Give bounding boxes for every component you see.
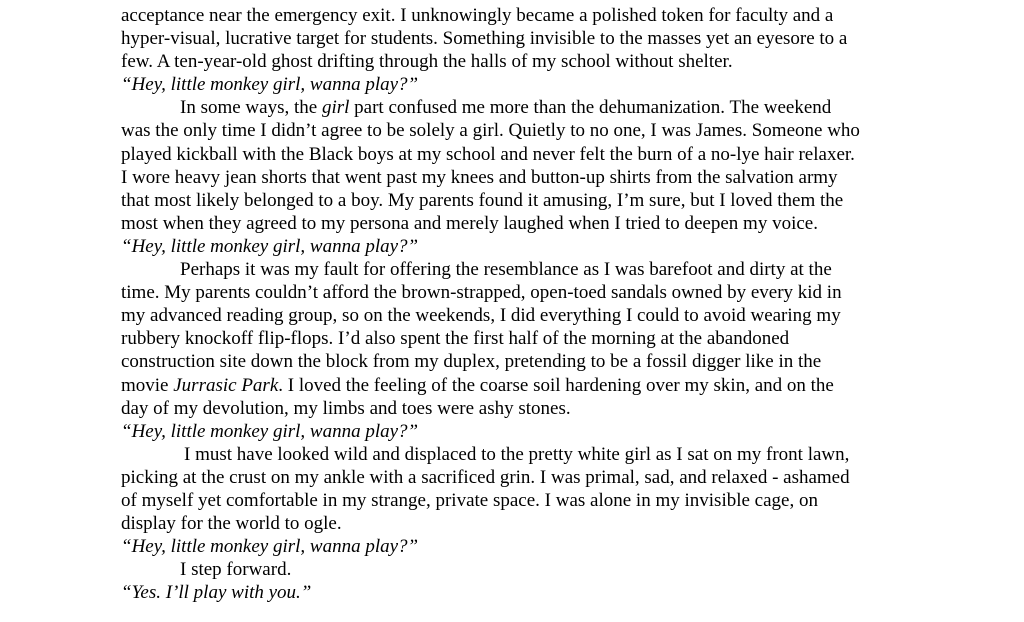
text-run: . I loved the feeling of the coarse soil hardening over my skin, and on the [278,374,834,396]
text-line: was the only time I didn’t agree to be solely a girl. Quietly to no one, I was James. Someone who [121,120,860,142]
text-line: my advanced reading group, so on the weekends, I did everything I could to avoid wearing my [121,305,841,327]
text-line: day of my devolution, my limbs and toes were ashy stones. [121,397,571,419]
text-run: movie [121,374,174,396]
text-line: most when they agreed to my persona and merely laughed when I tried to deepen my voice. [121,212,818,234]
refrain-line: “Hey, little monkey girl, wanna play?” [121,235,419,257]
refrain-line: “Hey, little monkey girl, wanna play?” [121,74,419,96]
text-line: that most likely belonged to a boy. My parents found it amusing, I’m sure, but I loved them the [121,189,844,211]
emphasis-text: girl [321,97,350,119]
text-line: of myself yet comfortable in my strange, private space. I was alone in my invisible cage, on [121,489,818,511]
text-line: construction site down the block from my duplex, pretending to be a fossil digger like in the [121,351,822,373]
body-text [121,4,921,604]
text-line [121,374,921,397]
emphasis-text: Jurrasic Park [173,374,279,396]
refrain-line: “Hey, little monkey girl, wanna play?” [121,536,419,558]
text-line: time. My parents couldn’t afford the brown-strapped, open-toed sandals owned by every kid in [121,282,842,304]
text-line: played kickball with the Black boys at my school and never felt the burn of a no-lye hair relaxer. [121,143,855,165]
paragraph-start-line: I step forward. [180,559,292,581]
paragraph-start-line [121,96,921,119]
text-line: picking at the crust on my ankle with a sacrificed grin. I was primal, sad, and relaxed - ashamed [121,466,850,488]
text-run: In some ways, the [180,97,322,119]
paragraph-start-line: Perhaps it was my fault for offering the resemblance as I was barefoot and dirty at the [180,259,832,281]
text-line: I wore heavy jean shorts that went past my knees and button-up shirts from the salvation army [121,166,838,188]
paragraph-start-line: I must have looked wild and displaced to the pretty white girl as I sat on my front lawn, [184,443,850,465]
closing-line: “Yes. I’ll play with you.” [121,582,312,604]
text-line: few. A ten-year-old ghost drifting through the halls of my school without shelter. [121,51,733,73]
refrain-line: “Hey, little monkey girl, wanna play?” [121,420,419,442]
text-run: part confused me more than the dehumanization. The weekend [349,97,832,119]
text-line: hyper-visual, lucrative target for students. Something invisible to the masses yet an eyesore to a [121,28,848,50]
text-line: rubbery knockoff flip-flops. I’d also spent the first half of the morning at the abandoned [121,328,790,350]
text-line: acceptance near the emergency exit. I unknowingly became a polished token for faculty and a [121,5,834,26]
text-line: display for the world to ogle. [121,513,342,535]
